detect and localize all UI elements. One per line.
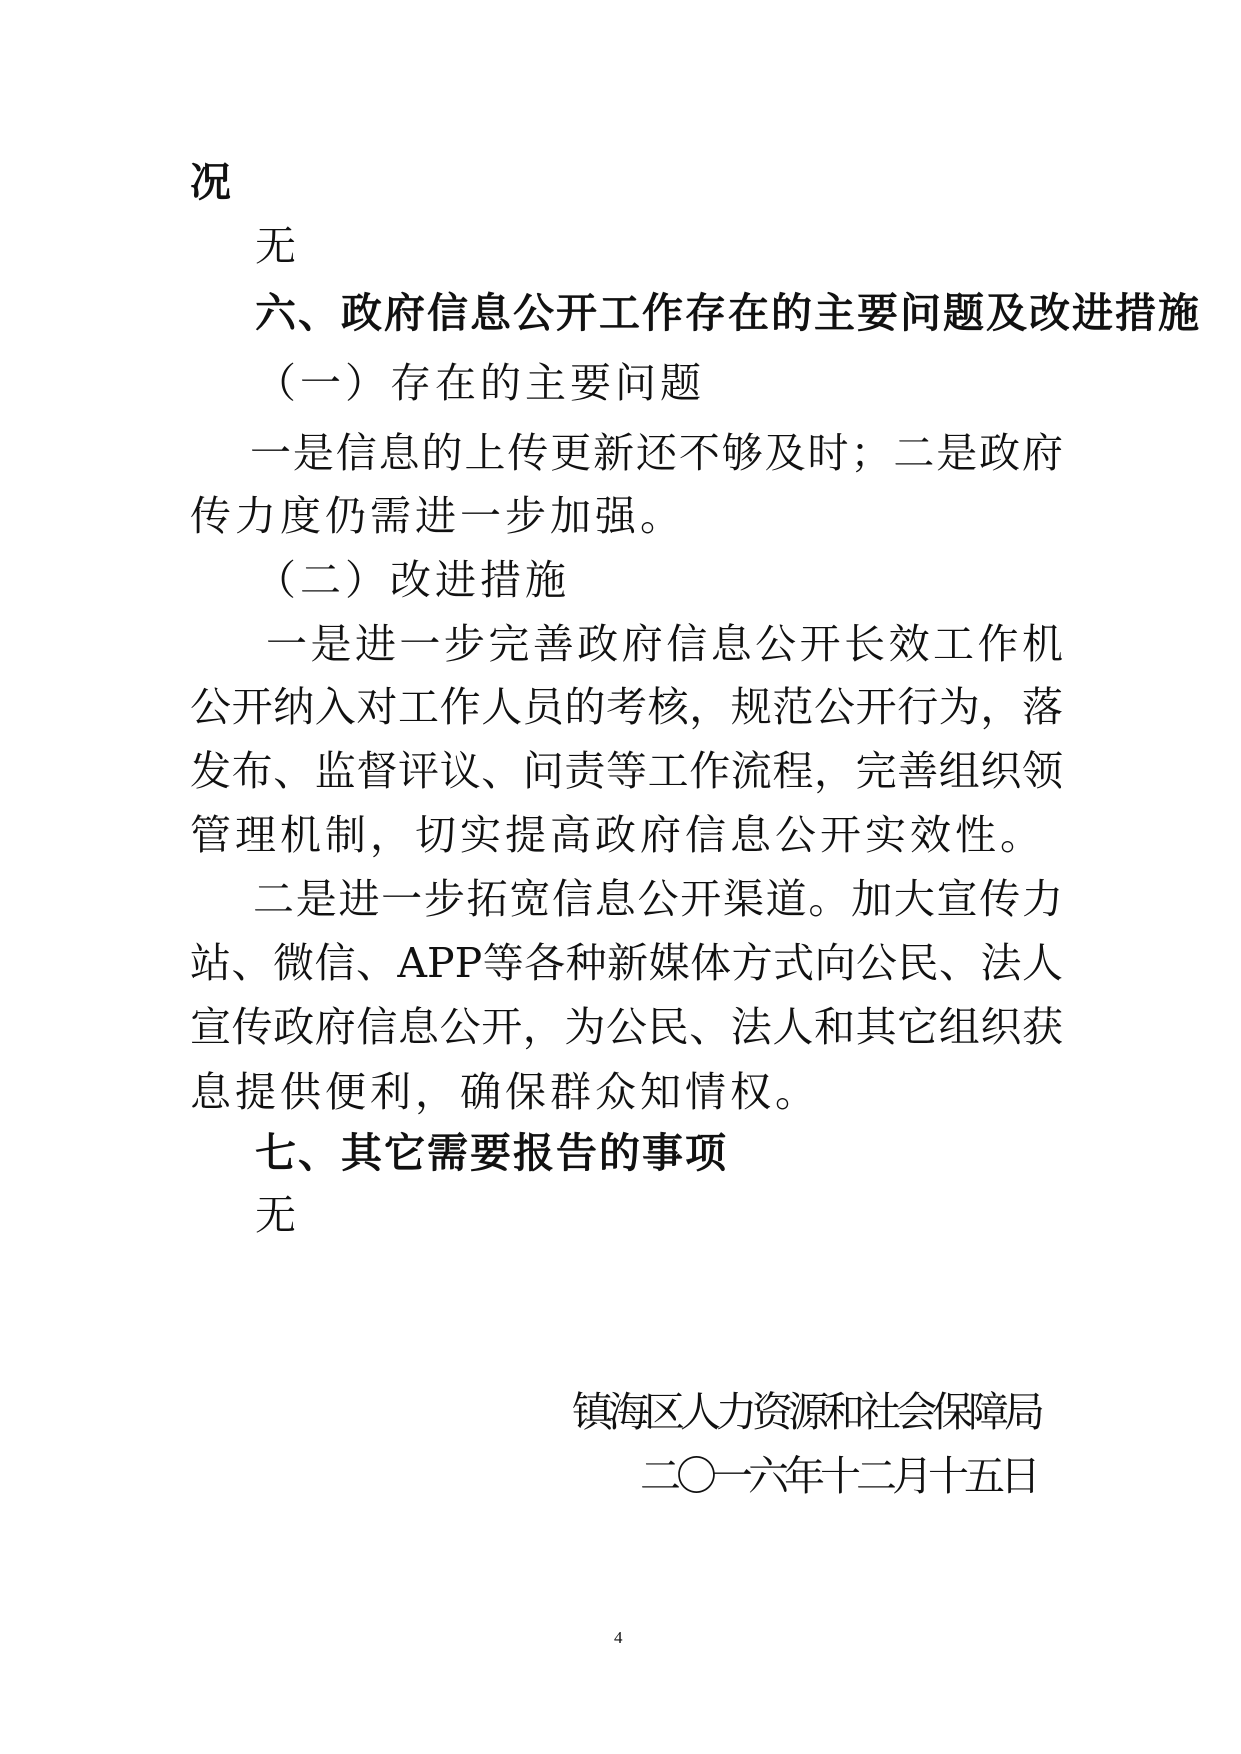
section-heading-7: 七、其它需要报告的事项 [255,1129,728,1177]
continued-heading-tail: 况 [190,158,243,206]
paragraph-none: 无 [255,1191,308,1239]
paragraph-line: 站、微信、APP等各种新媒体方式向公民、法人 [190,939,1063,987]
paragraph-line: 二是进一步拓宽信息公开渠道。加大宣传力 [253,875,1063,923]
paragraph-line: 息提供便利，确保群众知情权。 [190,1068,820,1116]
paragraph-line: 一是信息的上传更新还不够及时；二是政府 [250,429,1063,477]
paragraph-line: 一是进一步完善政府信息公开长效工作机 [266,620,1063,668]
paragraph-line: 发布、监督评议、问责等工作流程，完善组织领 [190,747,1063,795]
section-heading-6: 六、政府信息公开工作存在的主要问题及改进措施 [255,289,1201,337]
subheading-measures: （二）改进措施 [255,556,570,604]
signature-date: 二〇一六年十二月十五日 [640,1452,1036,1500]
paragraph-line: 传力度仍需进一步加强。 [190,492,685,540]
paragraph-none: 无 [255,222,308,270]
paragraph-line: 宣传政府信息公开，为公民、法人和其它组织获 [190,1003,1063,1051]
paragraph-line: 管理机制，切实提高政府信息公开实效性。 [190,811,1045,859]
signature-organization: 镇海区人力资源和社会保障局 [572,1388,1040,1436]
paragraph-line: 公开纳入对工作人员的考核，规范公开行为，落 [190,683,1063,731]
page-number: 4 [614,1628,623,1647]
subheading-problems: （一）存在的主要问题 [255,359,705,407]
